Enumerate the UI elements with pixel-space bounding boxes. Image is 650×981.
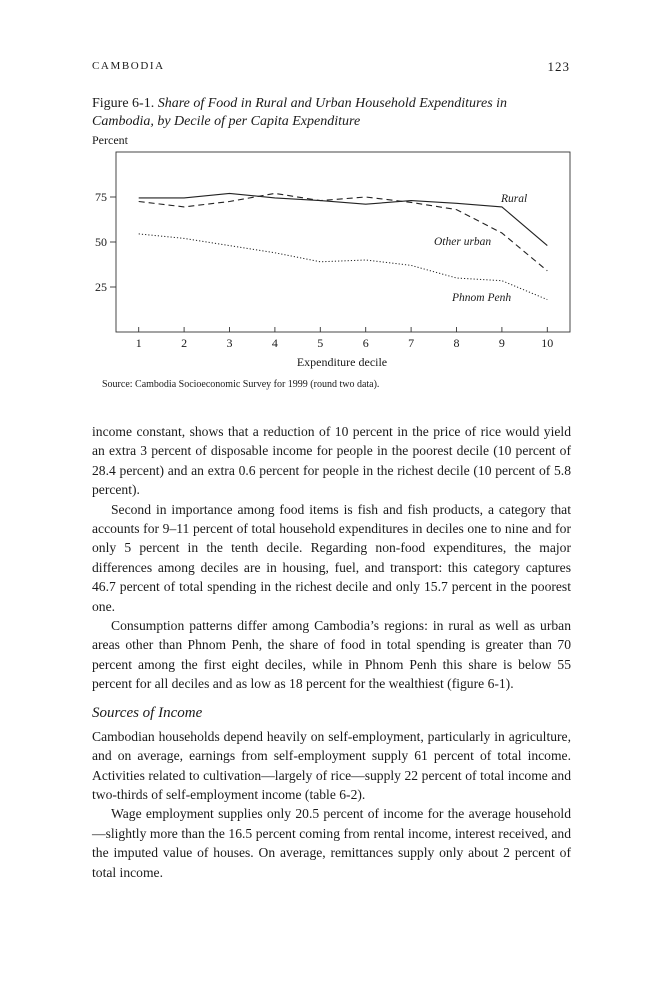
- x-axis-title: Expenditure decile: [296, 355, 388, 369]
- y-tick-label: 75: [95, 190, 107, 204]
- x-tick-label: 4: [271, 336, 278, 350]
- x-tick-label: 7: [408, 336, 415, 350]
- x-tick-label: 5: [317, 336, 324, 350]
- paragraph-4: Cambodian households depend heavily on self-employment, particularly in agriculture, and on average, earnings from self-employment supply 61 percent of total income. Activities related to cultivation—largely of rice—supply 22 percent of total income and two-thirds of self-employment income (table 6-2).: [92, 728, 571, 802]
- figure-number: Figure 6-1.: [92, 96, 155, 111]
- y-tick-label: 25: [95, 280, 107, 294]
- x-tick-label: 3: [226, 336, 233, 350]
- body-text: [92, 422, 571, 882]
- paragraph-3: Consumption patterns differ among Cambodia’s regions: in rural as well as urban areas other than Phnom Penh, the share of food in total spending is greater than 70 percent among the first eight deciles, while in Phnom Penh this share is below 55 percent for all deciles and as low as 18 percent for the wealthiest (figure 6-1).: [92, 618, 571, 692]
- x-tick-label: 10: [541, 336, 554, 350]
- figure-source: Source: Cambodia Socioeconomic Survey for 1999 (round two data).: [102, 379, 380, 390]
- x-tick-label: 8: [453, 336, 460, 350]
- paragraph-1: income constant, shows that a reduction of 10 percent in the price of rice would yield an extra 3 percent of disposable income for people in the poorest decile (10 percent of 28.4 percent) and an extra 0.6 percent for people in the richest decile (10 percent of 5.8 percent).: [92, 424, 571, 498]
- series-line-1: [139, 193, 548, 270]
- x-tick-label: 9: [498, 336, 505, 350]
- x-tick-label: 1: [135, 336, 142, 350]
- x-tick-label: 6: [362, 336, 369, 350]
- y-tick-label: 50: [95, 235, 107, 249]
- paragraph-5: Wage employment supplies only 20.5 percent of income for the average household—slightly more than the 16.5 percent coming from rental income, interest received, and the imputed value of houses. On average, remittances supply only about 2 percent of total income.: [92, 806, 571, 880]
- food-share-chart: [0, 0, 650, 380]
- x-tick-label: 2: [181, 336, 188, 350]
- page-number: 123: [547, 59, 570, 74]
- y-axis-ticks: [95, 190, 116, 294]
- paragraph-2: Second in importance among food items is fish and fish products, a category that accounts for 9–11 percent of total household expenditures in deciles one to nine and for only 5 percent in the tenth decile. Regarding non-food expenditures, the major differences among deciles are in housing, fuel, and transport: this category captures 46.7 percent of total spending in the richest decile and only 15.7 percent in the poorest one.: [92, 501, 571, 614]
- series-label-other-urban: Other urban: [434, 236, 492, 248]
- running-title: CAMBODIA: [92, 60, 165, 72]
- x-axis-ticks: [136, 327, 554, 350]
- chart-y-axis-label: Percent: [92, 133, 128, 147]
- series-label-rural: Rural: [501, 193, 528, 205]
- figure-title: Share of Food in Rural and Urban Household Expenditures in Cambodia, by Decile of per Capita Expenditure: [92, 96, 508, 129]
- plot-frame: [116, 152, 570, 332]
- section-heading: Sources of Income: [92, 704, 203, 721]
- series-label-phnom-penh: Phnom Penh: [452, 292, 512, 304]
